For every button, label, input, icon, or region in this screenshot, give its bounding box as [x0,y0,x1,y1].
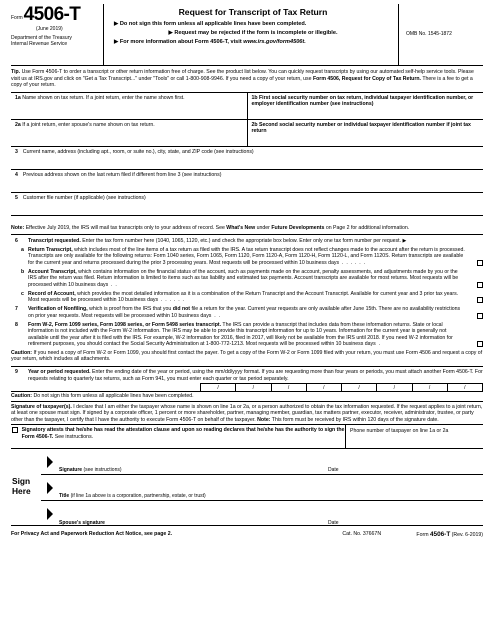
item-7-verification-of-nonfiling: 7 Verification of Nonfiling, which is proof from the IRS that you did not file a return for the year. Current year requests are only available after June 15th. There are no availability restrictions on prior year requests. Most requests will be processed within 10 business days . . [11,306,483,319]
form-title: Request for Transcript of Tax Return [178,7,328,17]
sign-here-label: Sign Here [12,476,31,496]
phone-number-field[interactable]: Phone number of taxpayer on line 1a or 2a [350,428,449,434]
spouse-date-field[interactable]: Date [328,519,339,526]
item-6-transcript-requested[interactable]: 6 Transcript requested. Enter the tax form number here (1040, 1065, 1120, etc.) and check the appropriate box below. Enter only one tax form number per request. ▶ [15,237,407,244]
arrow-right-icon [41,453,59,471]
period-4-month-day[interactable]: / [413,384,448,391]
item-6b-account-transcript: b Account Transcript, which contains information on the financial status of the account, such as payments made on the account, penalty assessments, and adjustments made by you or the IRS after the return was filed. Return information is limited to items such as tax liability and estimated tax payments. Account transcripts are available for most returns. Most requests will be processed within 10 business days . . [11,269,483,289]
signature-date-field[interactable]: Date [328,466,339,473]
omb-number: OMB No. 1545-1872 [406,31,452,38]
form-number: 4506-T [23,4,81,25]
catalog-number: Cat. No. 37667N [342,531,382,537]
period-2-day-year[interactable]: / [307,384,342,391]
field-1b-ssn[interactable]: 1b First social security number on tax return, individual taxpayer identification number, or employer identification number (see instructions) [251,94,474,107]
tip-paragraph: Tip. Use Form 4506-T to order a transcript or other return information free of charge. See the product list below. You can quickly request transcripts by using our automated self-help service tools. Please visit us at IRS.gov and click on "Get a Tax Transcript..." under "Tools" or call 1-800-908-9946. If you need a copy of your return, use Form 4506, Request for Copy of Tax Return. There is a fee to get a copy of your return. [11,69,474,88]
irs-link[interactable]: www.irs.gov/form4506t. [243,39,306,46]
checkbox-8[interactable] [477,341,483,347]
checkbox-7[interactable] [477,313,483,319]
signature-declaration: Signature of taxpayer(s). I declare that I am either the taxpayer whose name is shown on line 1a or 2a, or a person authorized to obtain the tax information requested. If the request applies to a joint return, at least one spouse must sign. If signed by a corporate officer, 1 percent or more shareholder, partner, managing member, guardian, tax matters partner, executor, receiver, administrator, trustee, or party other than the taxpayer, I certify that I have the authority to execute Form 4506-T on behalf of the taxpayer. Note: This form must be received by IRS within 120 days of the signature date. [11,403,483,423]
form-word: Form [11,14,23,21]
field-3-current-address[interactable]: 3 Current name, address (including apt., room, or suite no.), city, state, and ZIP code (see instructions) [11,147,483,170]
attestation-text: Signatory attests that he/she has read the attestation clause and upon so reading declares that he/she has the authority to sign the Form 4506-T. See instructions. [21,427,345,440]
instruction-bullet-2: ▶ Request may be rejected if the form is incomplete or illegible. [168,29,338,36]
signature-field[interactable]: Signature (see instructions) [59,466,122,473]
period-3-month-day[interactable]: / [342,384,377,391]
item-6a-return-transcript: a Return Transcript, which includes most of the line items of a tax return as filed with the IRS. A tax return transcript does not reflect changes made to the account after the return is processed. Transcripts are only available for the following returns: Form 1040 series, Form 1065, Form 1120, Form 1120-A, Form 1120-H, Form 1120-L, and Form 1120S. Return transcripts are available for the current year and returns processed during the prior 3 processing years. Most requests will be processed within 10 business days . . . . . . [11,247,483,267]
sign-here-section [11,448,483,526]
form-revision: (June 2019) [36,26,63,32]
footer-form-id: Form 4506-T (Rev. 6-2019) [416,531,483,538]
period-fields [11,383,483,391]
taxpayer-info-grid [11,92,483,216]
period-3-day-year[interactable]: / [377,384,412,391]
caution-do-not-sign: Caution: Do not sign this form unless all applicable lines have been completed. [11,393,194,399]
form-title-block [104,4,399,65]
form-footer [11,531,483,539]
field-5-customer-file-number[interactable]: 5 Customer file number (if applicable) (see instructions) [11,193,483,216]
attestation-checkbox[interactable] [12,427,18,433]
field-1a-name[interactable]: 1a Name shown on tax return. If a joint return, enter the name shown first. [11,93,248,119]
arrow-right-icon [41,505,59,523]
field-2a-spouse-name[interactable]: 2a If a joint return, enter spouse's name shown on tax return. [11,120,248,146]
checkbox-6b[interactable] [477,282,483,288]
privacy-notice: For Privacy Act and Paperwork Reduction Act Notice, see page 2. [11,531,173,537]
item-9-year-or-period: 9 Year or period requested. Enter the ending date of the year or period, using the mm/dd/yyyy format. If you are requesting more than four years or periods, you must attach another Form 4506-T. For requests relating to quarterly tax returns, such as Form 941, you must enter each quarter or tax period separately. [15,369,483,382]
form-id-block [11,4,104,65]
field-4-previous-address[interactable]: 4 Previous address shown on the last return filed if different from line 3 (see instructions) [11,170,483,193]
period-4-day-year[interactable]: / [448,384,483,391]
checkbox-6c[interactable] [477,297,483,303]
instruction-bullet-3: ▶ For more information about Form 4506-T, visit www.irs.gov/form4506t. [114,39,306,46]
note-paragraph: Note: Effective July 2019, the IRS will mail tax transcripts only to your address of record. See What's New under Future Developments on Page 2 for additional information. [11,224,410,231]
item-6c-record-of-account: c Record of Account, which provides the most detailed information as it is a combination of the Return Transcript and the Account Transcript. Available for current year and 3 prior tax years. Most requests will be processed within 10 business days . . . . . . [11,291,483,304]
attestation-row [11,424,483,448]
signature-row [41,449,483,475]
form-header [11,4,483,66]
title-field[interactable]: Title (if line 1a above is a corporation, partnership, estate, or trust) [59,492,206,499]
title-row [41,475,483,501]
item-8-information-return-transcript: 8 Form W-2, Form 1099 series, Form 1098 series, or Form 5498 series transcript. The IRS can provide a transcript that includes data from these information returns. State or local information is not included with the Form W-2 information. The IRS may be able to provide this transcript information for up to 10 years. Information for the current year is generally not available until the year after it is filed with the IRS. For example, W-2 information for 2016, filed in 2017, will likely not be available from the IRS until 2018. If you need W-2 information for retirement purposes, you should contact the Social Security Administration at 1-800-772-1213. Most requests will be processed within 10 business days . [11,322,483,348]
instruction-bullet-1: ▶ Do not sign this form unless all applicable lines have been completed. [114,20,307,27]
checkbox-6a[interactable] [477,260,483,266]
arrow-right-icon [41,479,59,497]
department: Department of the Treasury Internal Revenue Service [11,35,72,47]
period-1-day-year[interactable]: / [236,384,271,391]
caution-w2: Caution: If you need a copy of Form W-2 or Form 1099, you should first contact the payer. To get a copy of the Form W-2 or Form 1099 filed with your return, you must use Form 4506 and request a copy of your return, which includes all attachments. [11,349,483,362]
field-2b-spouse-ssn[interactable]: 2b Second social security number or individual taxpayer identification number if joint tax return [251,121,471,134]
period-1-month-day[interactable]: / [201,384,236,391]
spouse-signature-field[interactable]: Spouse's signature [59,519,105,526]
period-2-month-day[interactable]: / [272,384,307,391]
spouse-signature-row [41,501,483,527]
